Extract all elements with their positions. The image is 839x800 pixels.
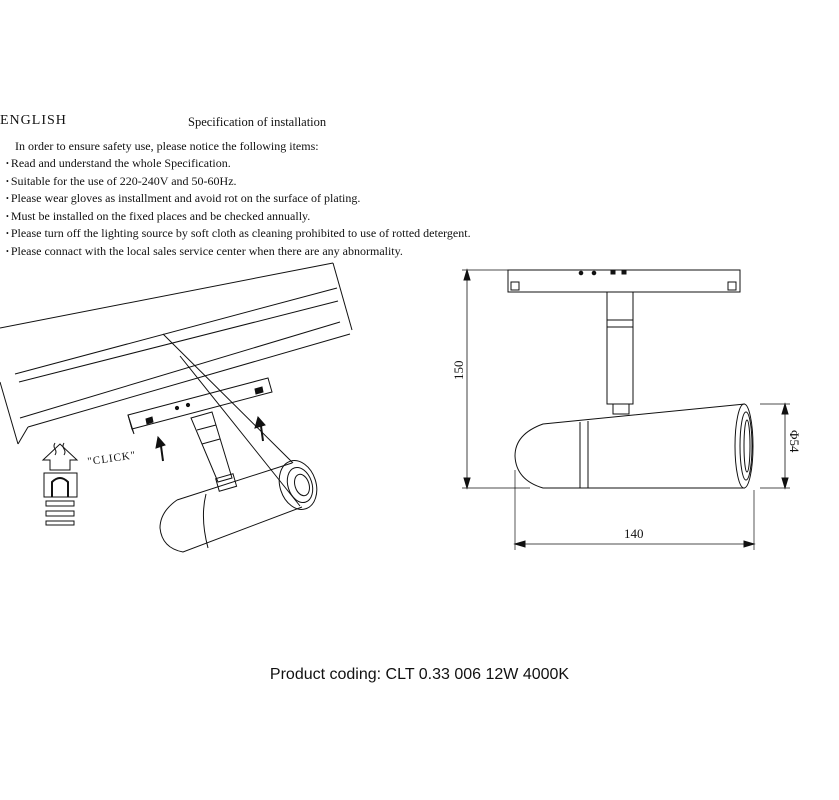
stem-side-view bbox=[607, 292, 633, 414]
height-value: 150 bbox=[451, 360, 466, 380]
list-item: • Please turn off the lighting source by soft cloth as cleaning prohibited to use of rotted detergent. bbox=[6, 225, 471, 243]
list-item: • Suitable for the use of 220-240V and 50-60Hz. bbox=[6, 173, 471, 191]
intro-text: In order to ensure safety use, please notice the following items: bbox=[15, 139, 319, 153]
magnet-icon bbox=[43, 443, 77, 525]
height-dimension bbox=[462, 270, 530, 488]
installation-diagram bbox=[0, 263, 352, 552]
length-value: 140 bbox=[624, 526, 644, 541]
spotlight-stem bbox=[191, 412, 237, 491]
diameter-dimension bbox=[760, 404, 790, 488]
list-item: • Must be installed on the fixed places and be checked annually. bbox=[6, 208, 471, 226]
dimension-drawing bbox=[451, 270, 802, 550]
spotlight-side-view bbox=[515, 404, 753, 488]
connector-side-view bbox=[508, 270, 740, 292]
list-item: • Please wear gloves as installment and avoid rot on the surface of plating. bbox=[6, 190, 471, 208]
list-item: • Please connact with the local sales service center when there are any abnormality. bbox=[6, 243, 471, 261]
up-arrow-icon bbox=[156, 417, 265, 461]
language-heading: ENGLISH bbox=[0, 113, 67, 128]
click-label: "CLICK" bbox=[86, 449, 137, 468]
spec-title: Specification of installation bbox=[188, 115, 327, 129]
track-connector bbox=[128, 378, 272, 434]
product-coding: Product coding: CLT 0.33 006 12W 4000K bbox=[269, 666, 570, 683]
list-item: • Read and understand the whole Specification. bbox=[6, 155, 471, 173]
track-rail bbox=[0, 263, 352, 444]
diameter-value: Φ54 bbox=[787, 430, 802, 453]
